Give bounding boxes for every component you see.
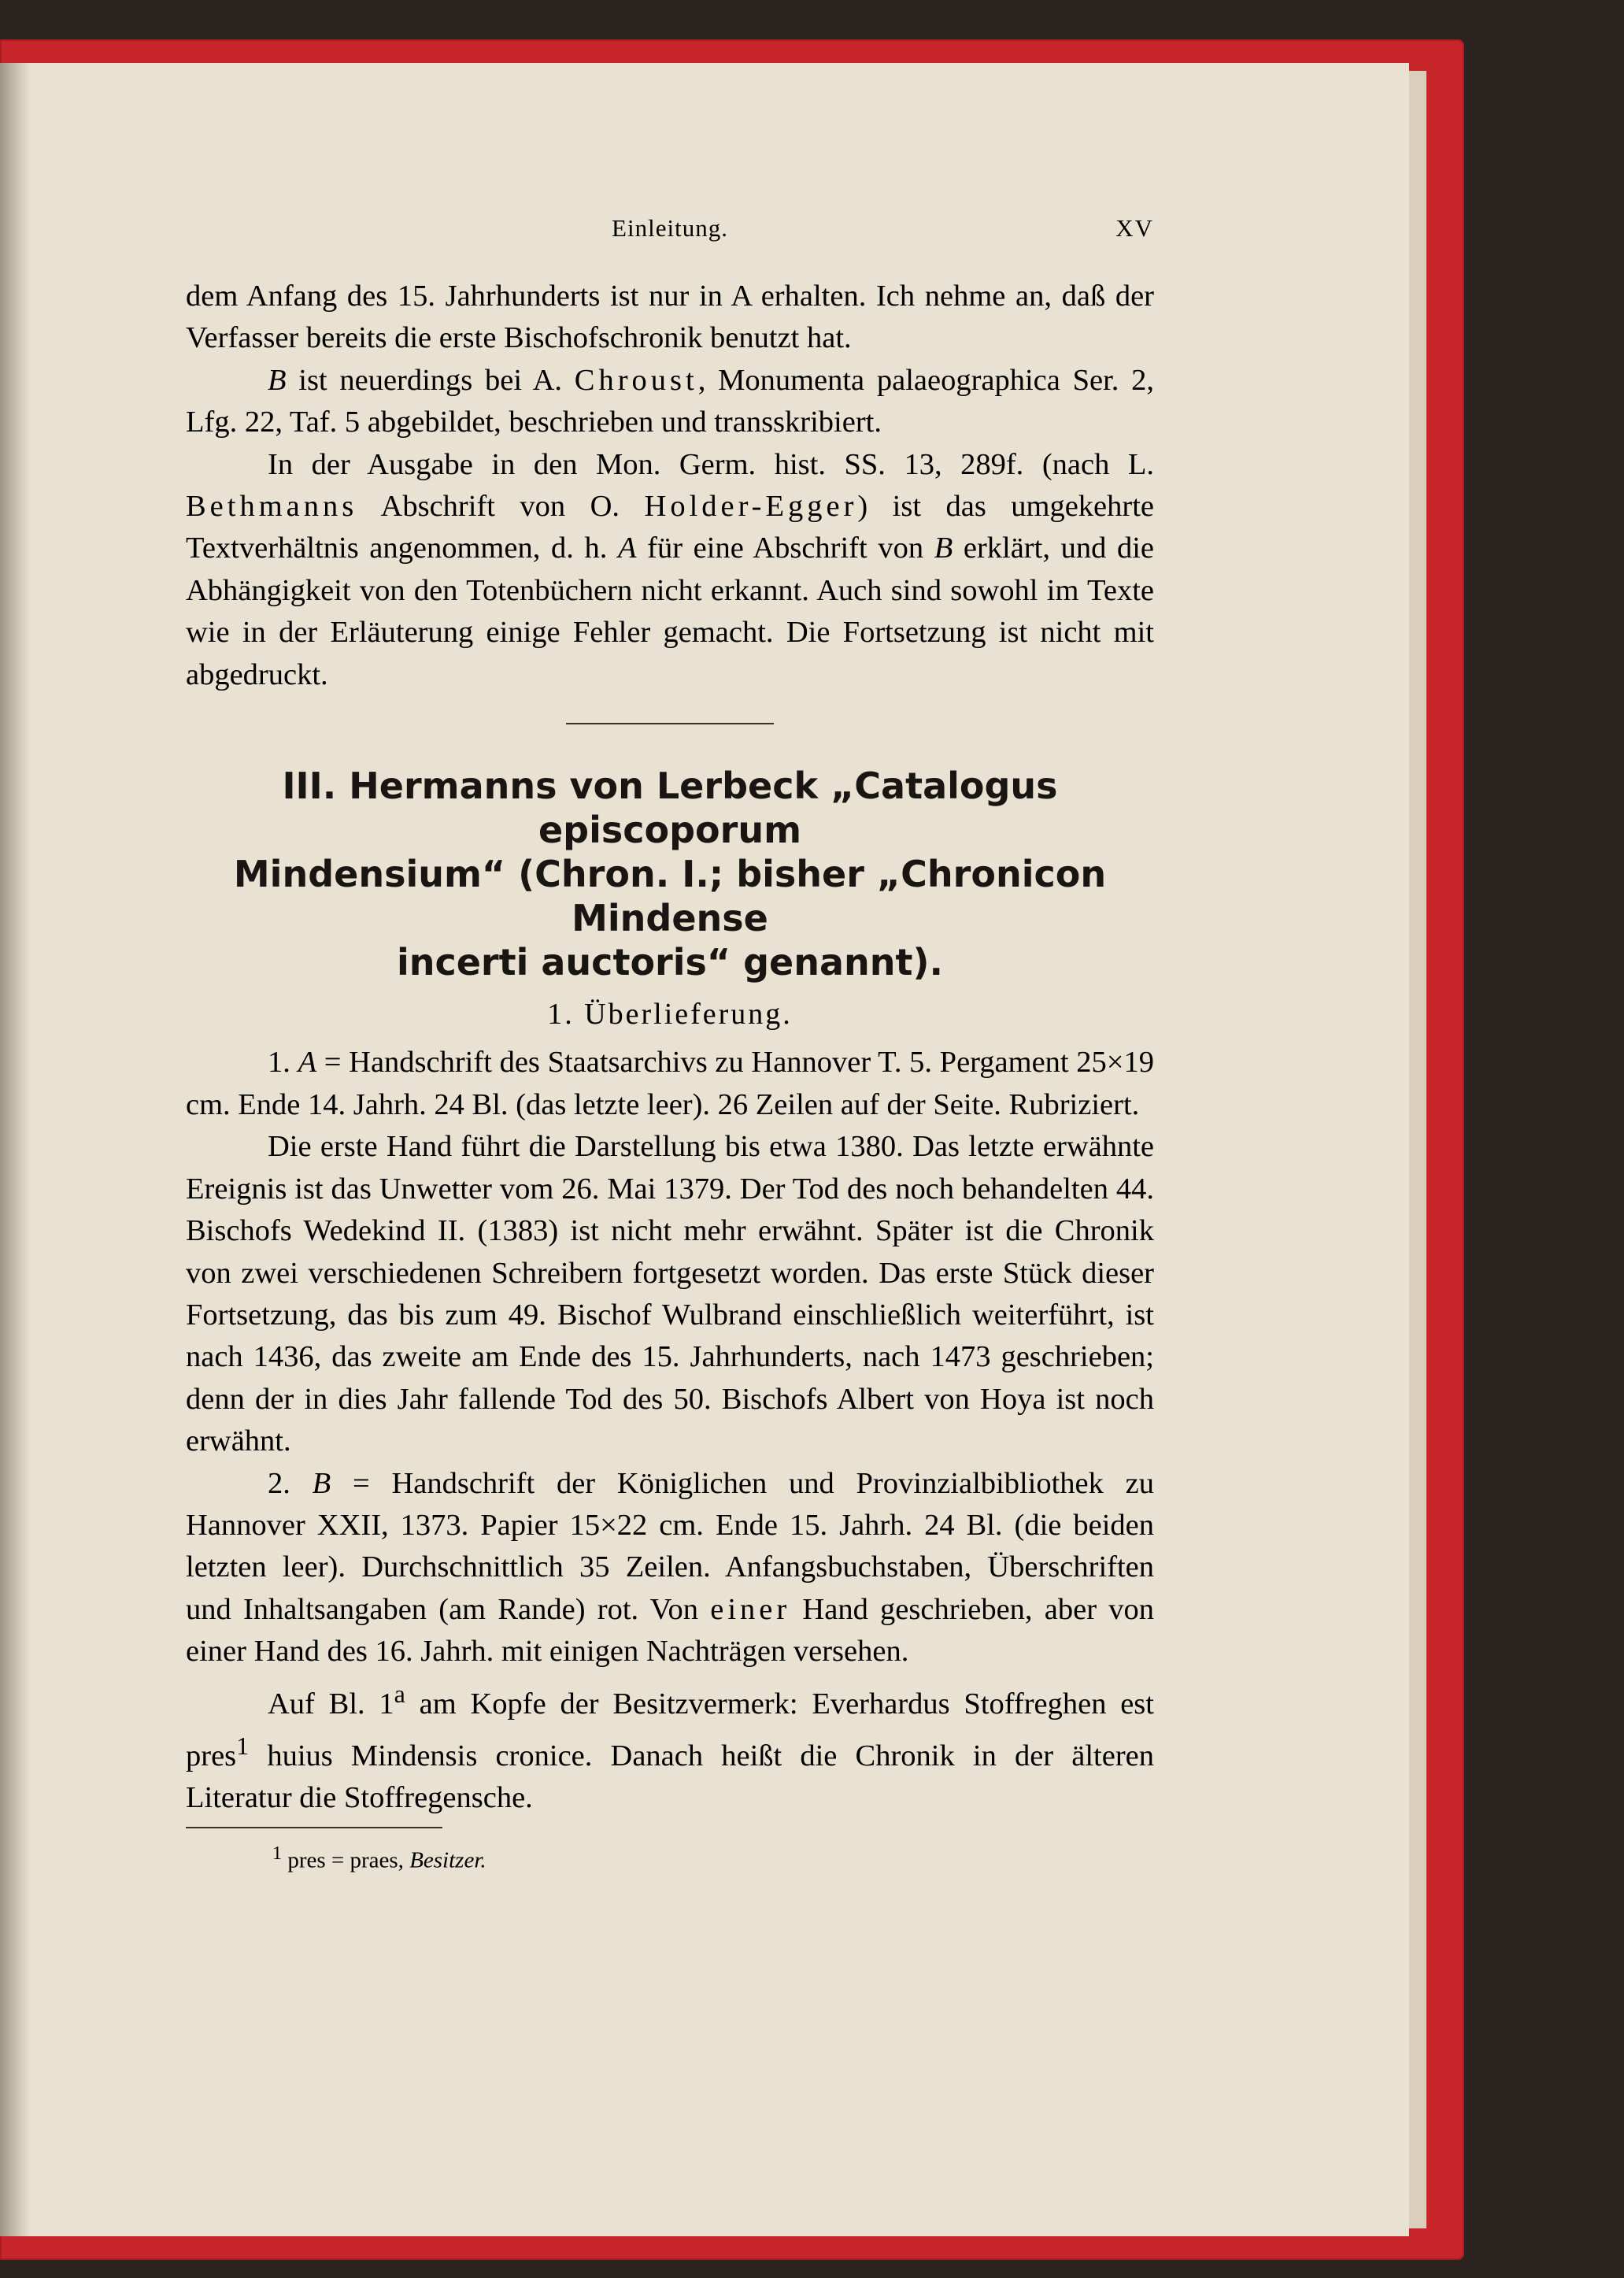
text-run: Hand geschrieben, aber von einer Hand des 16. Jahrh. mit einigen Nachträgen versehen.	[186, 1592, 1154, 1669]
running-header	[186, 214, 1154, 246]
page-text	[186, 276, 1154, 1876]
paragraph	[186, 1673, 1154, 1820]
text-run: huius Mindensis cronice. Danach heißt die Chronik in der älteren Literatur die Stoffregensche.	[186, 1739, 1154, 1815]
italic-siglum: B	[934, 532, 953, 565]
text-run: für eine Abschrift von	[636, 532, 934, 565]
footnote-rule	[186, 1827, 442, 1828]
text-run: ist neuerdings bei A.	[286, 363, 575, 397]
italic-siglum: B	[268, 363, 287, 397]
text-run: Abschrift von O.	[357, 490, 645, 524]
italic-siglum: A	[617, 532, 637, 565]
spaced-name: Chroust	[574, 363, 698, 397]
text-run: , Monumenta palaeographica Ser. 2, Lfg. 22, Taf. 5 abgebildet, beschrieben und transskribiert.	[186, 363, 1154, 439]
section-divider	[566, 723, 774, 724]
page-gutter	[0, 63, 31, 2236]
spaced-name: Bethmanns	[186, 490, 358, 524]
section-heading	[186, 764, 1154, 984]
spaced-word: einer	[710, 1592, 791, 1626]
footnote	[186, 1838, 1154, 1876]
paragraph	[186, 1042, 1154, 1126]
paragraph	[186, 444, 1154, 696]
italic-siglum: A	[298, 1046, 317, 1080]
paragraph: dem Anfang des 15. Jahrhunderts ist nur in A erhalten. Ich nehme an, daß der Verfasser bereits die erste Bischofschronik benutzt hat.	[186, 280, 1154, 355]
footnote-number: 1	[272, 1843, 283, 1865]
page-number: XV	[1115, 214, 1154, 242]
heading-line: Mindensium“ (Chron. I.; bisher „Chronicon Mindense	[233, 853, 1107, 940]
text-run: = Handschrift der Königlichen und Provinzialbibliothek zu Hannover XXII, 1373. Papier 15×22 cm. Ende 15. Jahrh. 24 Bl. (die beiden letzten leer). Durchschnittlich 35 Zeilen. Anfangsbuchstaben, Überschriften und Inhaltsangaben (am Rande) rot. Von	[186, 1466, 1155, 1626]
text-run: erklärt, und die Abhängigkeit von den Totenbüchern nicht erkannt. Auch sind sowohl im Texte wie in der Erläuterung einige Fehler gemacht. Die Fortsetzung ist nicht mit abgedruckt.	[186, 532, 1154, 691]
italic-siglum: B	[312, 1466, 331, 1500]
paragraph: Die erste Hand führt die Darstellung bis etwa 1380. Das letzte erwähnte Ereignis ist das Unwetter vom 26. Mai 1379. Der Tod des noch behandelten 44. Bischofs Wedekind II. (1383) ist nicht mehr erwähnt. Später ist die Chronik von zwei verschiedenen Schreibern fortgesetzt worden. Das erste Stück dieser Fortsetzung, das bis zum 49. Bischof Wulbrand einschließlich weiterführt, ist nach 1436, das zweite am Ende des 15. Jahrhunderts, nach 1473 geschrieben; denn der in dies Jahr fallende Tod des 50. Bischofs Albert von Hoya ist noch erwähnt.	[186, 1130, 1154, 1458]
text-run: = Handschrift des Staatsarchivs zu Hannover T. 5. Pergament 25×19 cm. Ende 14. Jahrh. 24 Bl. (das letzte leer). 26 Zeilen auf der Seite. Rubriziert.	[186, 1046, 1155, 1121]
heading-line: III. Hermanns von Lerbeck „Catalogus episcoporum	[282, 765, 1058, 852]
footnote-italic: Besitzer.	[409, 1848, 486, 1874]
paragraph	[186, 360, 1154, 444]
footnote-marker: 1	[236, 1731, 250, 1760]
text-run: 2.	[268, 1466, 313, 1500]
text-run: Auf Bl. 1	[268, 1687, 394, 1721]
heading-line: incerti auctoris“ genannt).	[396, 941, 944, 984]
text-run: ) ist das umgekehrte Textverhältnis angenommen, d. h.	[186, 490, 1155, 565]
text-run: In der Ausgabe in den Mon. Germ. hist. SS. 13, 289f. (nach L.	[268, 447, 1154, 481]
superscript: a	[394, 1679, 405, 1708]
subheading: 1. Überlieferung.	[547, 998, 793, 1032]
paragraph	[186, 1463, 1154, 1673]
text-run: 1.	[268, 1046, 298, 1080]
running-title: Einleitung.	[612, 214, 728, 242]
footnote-text: pres = praes,	[282, 1848, 410, 1874]
spaced-name: Holder-Egger	[644, 490, 858, 524]
text-run: am Kopfe der Besitzvermerk: Everhardus Stoffreghen est pres	[186, 1687, 1154, 1772]
